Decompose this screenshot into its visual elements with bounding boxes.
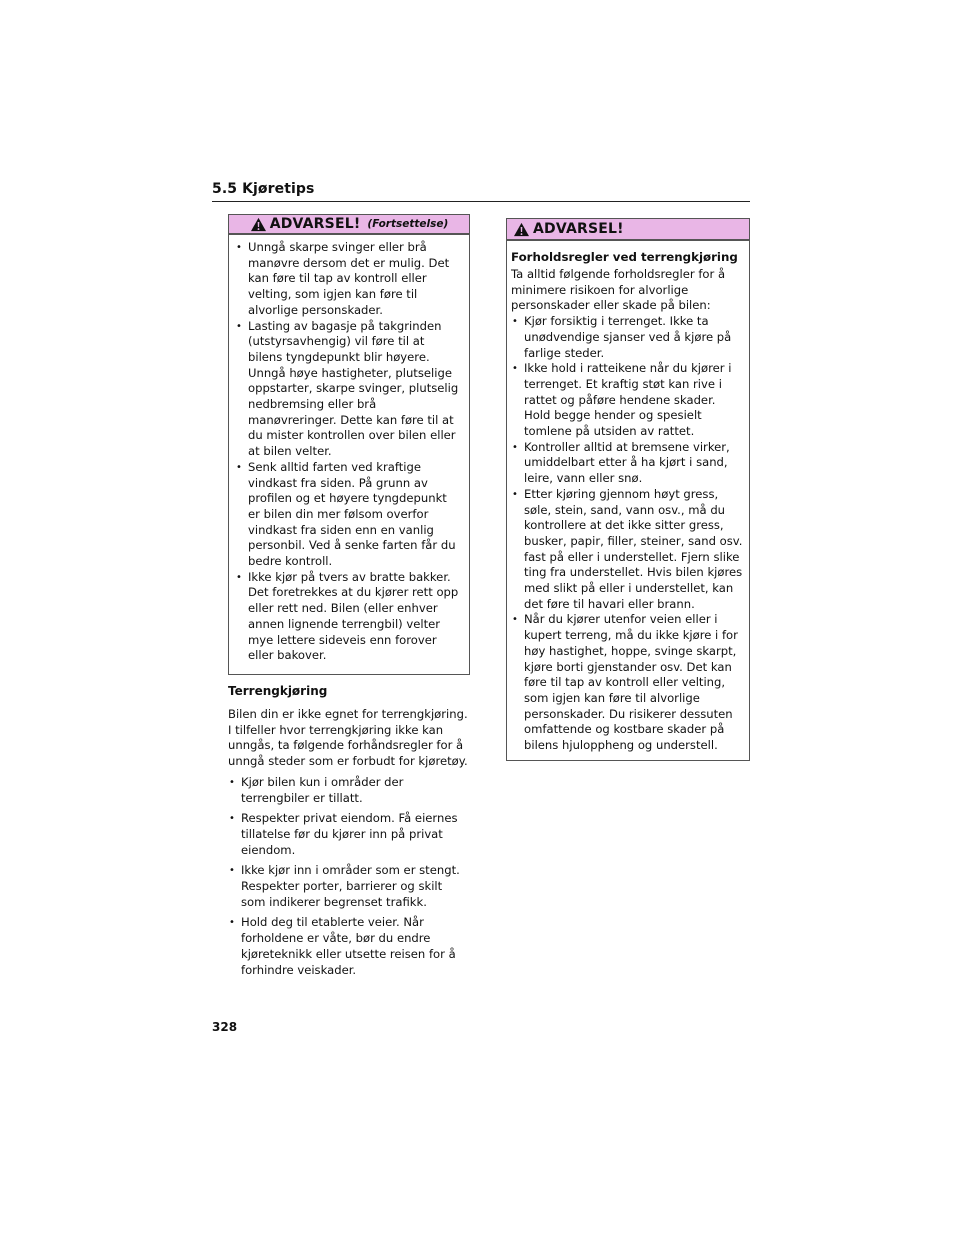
list-item: • Ikke hold i ratteikene når du kjører i terrenget. Et kraftig støt kan rive i rattet og påføre hendene skader. Hold begge hender og spesielt tomlene på utsiden av rattet. <box>511 361 743 440</box>
list-item: • Etter kjøring gjennom høyt gress, søle, stein, sand, vann osv., må du kontrollere at det ikke sitter gress, busker, papir, filler, steiner, sand osv. fast på eller i understellet. Fjern slike ting fra understellet. Hvis bilen kjøres med slikt på eller i understellet, kan det føre til havari eller brann. <box>511 487 743 613</box>
warning-box-continued <box>228 214 470 675</box>
list-item: • Ikke kjør på tvers av bratte bakker. Det foretrekkes at du kjører rett opp eller rett ned. Bilen (eller enhver annen lignende terrengbil) velter mye lettere sideveis enn forover eller bakover. <box>235 570 461 664</box>
warning-body <box>507 241 749 760</box>
warning-title: ADVARSEL! <box>269 216 361 232</box>
list-item: • Kjør bilen kun i områder der terrengbiler er tillatt. <box>228 775 470 806</box>
page-number: 328 <box>212 1020 238 1034</box>
list-item: • Senk alltid farten ved kraftige vindkast fra siden. På grunn av profilen og et høyere tyngdepunkt er bilen din mer følsom overfor vindkast fra siden enn en vanlig personbil. Ved å senke farten får du bedre kontroll. <box>235 460 461 570</box>
section-title: 5.5 Kjøretips <box>212 181 315 197</box>
warning-title: ADVARSEL! <box>533 221 624 237</box>
left-column <box>228 214 470 978</box>
right-column <box>506 218 750 761</box>
warning-header <box>507 219 749 241</box>
warning-header <box>229 215 469 235</box>
warning-intro: Ta alltid følgende forholdsregler for å minimere risikoen for alvorlige personskader eller skade på bilen: <box>511 267 726 313</box>
list-item: • Kontroller alltid at bremsene virker, umiddelbart etter å ha kjørt i sand, leire, vann eller snø. <box>511 440 743 487</box>
warning-box <box>506 218 750 761</box>
offroad-heading: Terrengkjøring <box>228 683 328 698</box>
list-item: • Lasting av bagasje på takgrinden (utstyrsavhengig) vil føre til at bilens tyngdepunkt blir høyere. Unngå høye hastigheter, plutselige oppstarter, skarpe svinger, plutselig nedbremsing eller brå manøvreringer. Dette kan føre til at du mister kontrollen over bilen eller at bilen velter. <box>235 319 461 460</box>
list-item: • Kjør forsiktig i terrenget. Ikke ta unødvendige sjanser ved å kjøre på farlige steder. <box>511 314 743 361</box>
list-item: • Ikke kjør inn i områder som er stengt. Respekter porter, barrierer og skilt som indikerer begrenset trafikk. <box>228 863 470 910</box>
list-item: • Unngå skarpe svinger eller brå manøvre dersom det er mulig. Det kan føre til tap av kontroll eller velting, som igjen kan føre til alvorlige personskader. <box>235 240 461 319</box>
section-header <box>212 178 750 202</box>
warning-subtitle: Forholdsregler ved terrengkjøring <box>511 250 738 264</box>
warning-body <box>229 235 469 674</box>
offroad-bullet-list <box>228 775 470 978</box>
warning-continued-label: (Fortsettelse) <box>367 218 449 230</box>
warning-bullet-list <box>511 314 743 754</box>
warning-triangle-icon <box>513 222 530 237</box>
warning-bullet-list <box>235 240 461 664</box>
offroad-paragraph: Bilen din er ikke egnet for terrengkjøring. I tilfeller hvor terrengkjøring ikke kan unngås, ta følgende forhåndsregler for å unngå steder som er forbudt for kjøretøy. <box>228 706 468 769</box>
list-item: • Når du kjører utenfor veien eller i kupert terreng, må du ikke kjøre i for høy hastighet, hoppe, svinge skarpt, kjøre borti gjenstander osv. Det kan føre til tap av kontroll eller velting, som igjen kan føre til alvorlige personskader. Du risikerer dessuten omfattende og kostbare skader på bilens hjuloppheng og understell. <box>511 612 743 753</box>
list-item: • Hold deg til etablerte veier. Når forholdene er våte, bør du endre kjøreteknikk eller utsette reisen for å forhindre veiskader. <box>228 915 470 978</box>
list-item: • Respekter privat eiendom. Få eiernes tillatelse før du kjører inn på privat eiendom. <box>228 811 470 858</box>
warning-triangle-icon <box>250 217 267 232</box>
